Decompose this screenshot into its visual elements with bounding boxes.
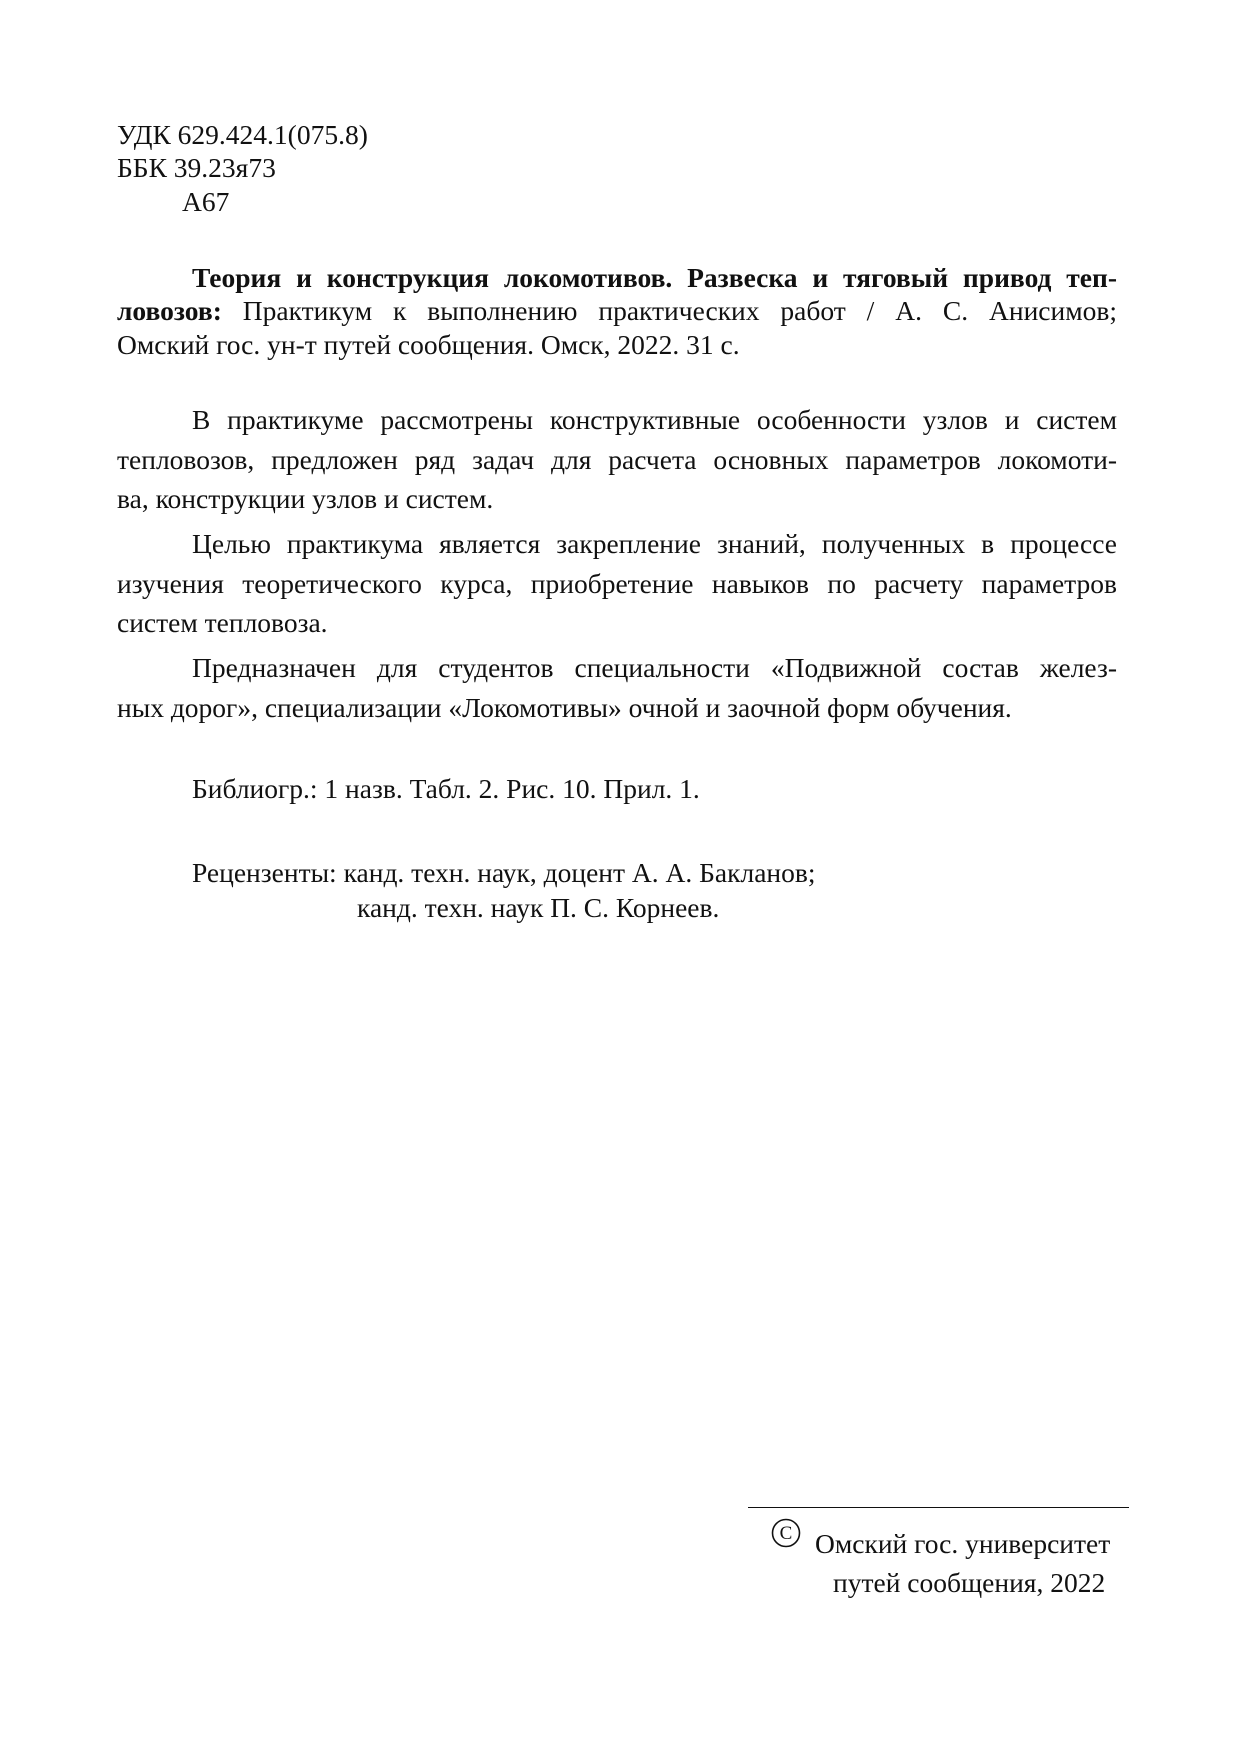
annotation-p2-line2: изучения теоретического курса, приобретение навыков по расчету параметров [117,568,1117,599]
copyright-line-2: путей сообщения, 2022 [833,1567,1106,1598]
udk-code: УДК 629.424.1(075.8) [117,119,368,150]
annotation-p1-line2: тепловозов, предложен ряд задач для расчета основных параметров локомоти- [117,444,1117,475]
annotation-p3-line2: ных дорог», специализации «Локомотивы» очной и заочной форм обучения. [117,692,1012,723]
svg-text:C: C [779,1523,793,1544]
bibliography-stats: Библиогр.: 1 назв. Табл. 2. Рис. 10. Прил. 1. [192,773,700,804]
annotation-p1-line1: В практикуме рассмотрены конструктивные особенности узлов и систем [192,404,1117,435]
title-line-2 [117,292,1117,330]
annotation-p3-line1: Предназначен для студентов специальности «Подвижной состав желез- [192,652,1117,683]
annotation-p1-line3: ва, конструкции узлов и систем. [117,483,494,514]
annotation-p2-line1: Целью практикума является закрепление знаний, полученных в процессе [192,528,1117,559]
copyright-line-1: Омский гос. университет [815,1528,1111,1559]
author-mark: А67 [182,186,230,217]
reviewers-line-2: канд. техн. наук П. С. Корнеев. [357,892,720,923]
title-line-1: Теория и конструкция локомотивов. Развеска и тяговый привод теп- [192,262,1117,293]
title-line-2-rest: Практикум к выполнению практических работ / А. С. Анисимов; [221,295,1117,326]
copyright-divider [748,1507,1129,1508]
title-line-2-bold: ловозов: [117,295,222,326]
copyright-icon [771,1518,801,1548]
bbk-code: ББК 39.23я73 [117,152,276,183]
reviewers-line-1: Рецензенты: канд. техн. наук, доцент А. А. Бакланов; [192,857,816,888]
imprint-line: Омский гос. ун-т путей сообщения. Омск, 2022. 31 с. [117,329,740,360]
annotation-p2-line3: систем тепловоза. [117,607,328,638]
